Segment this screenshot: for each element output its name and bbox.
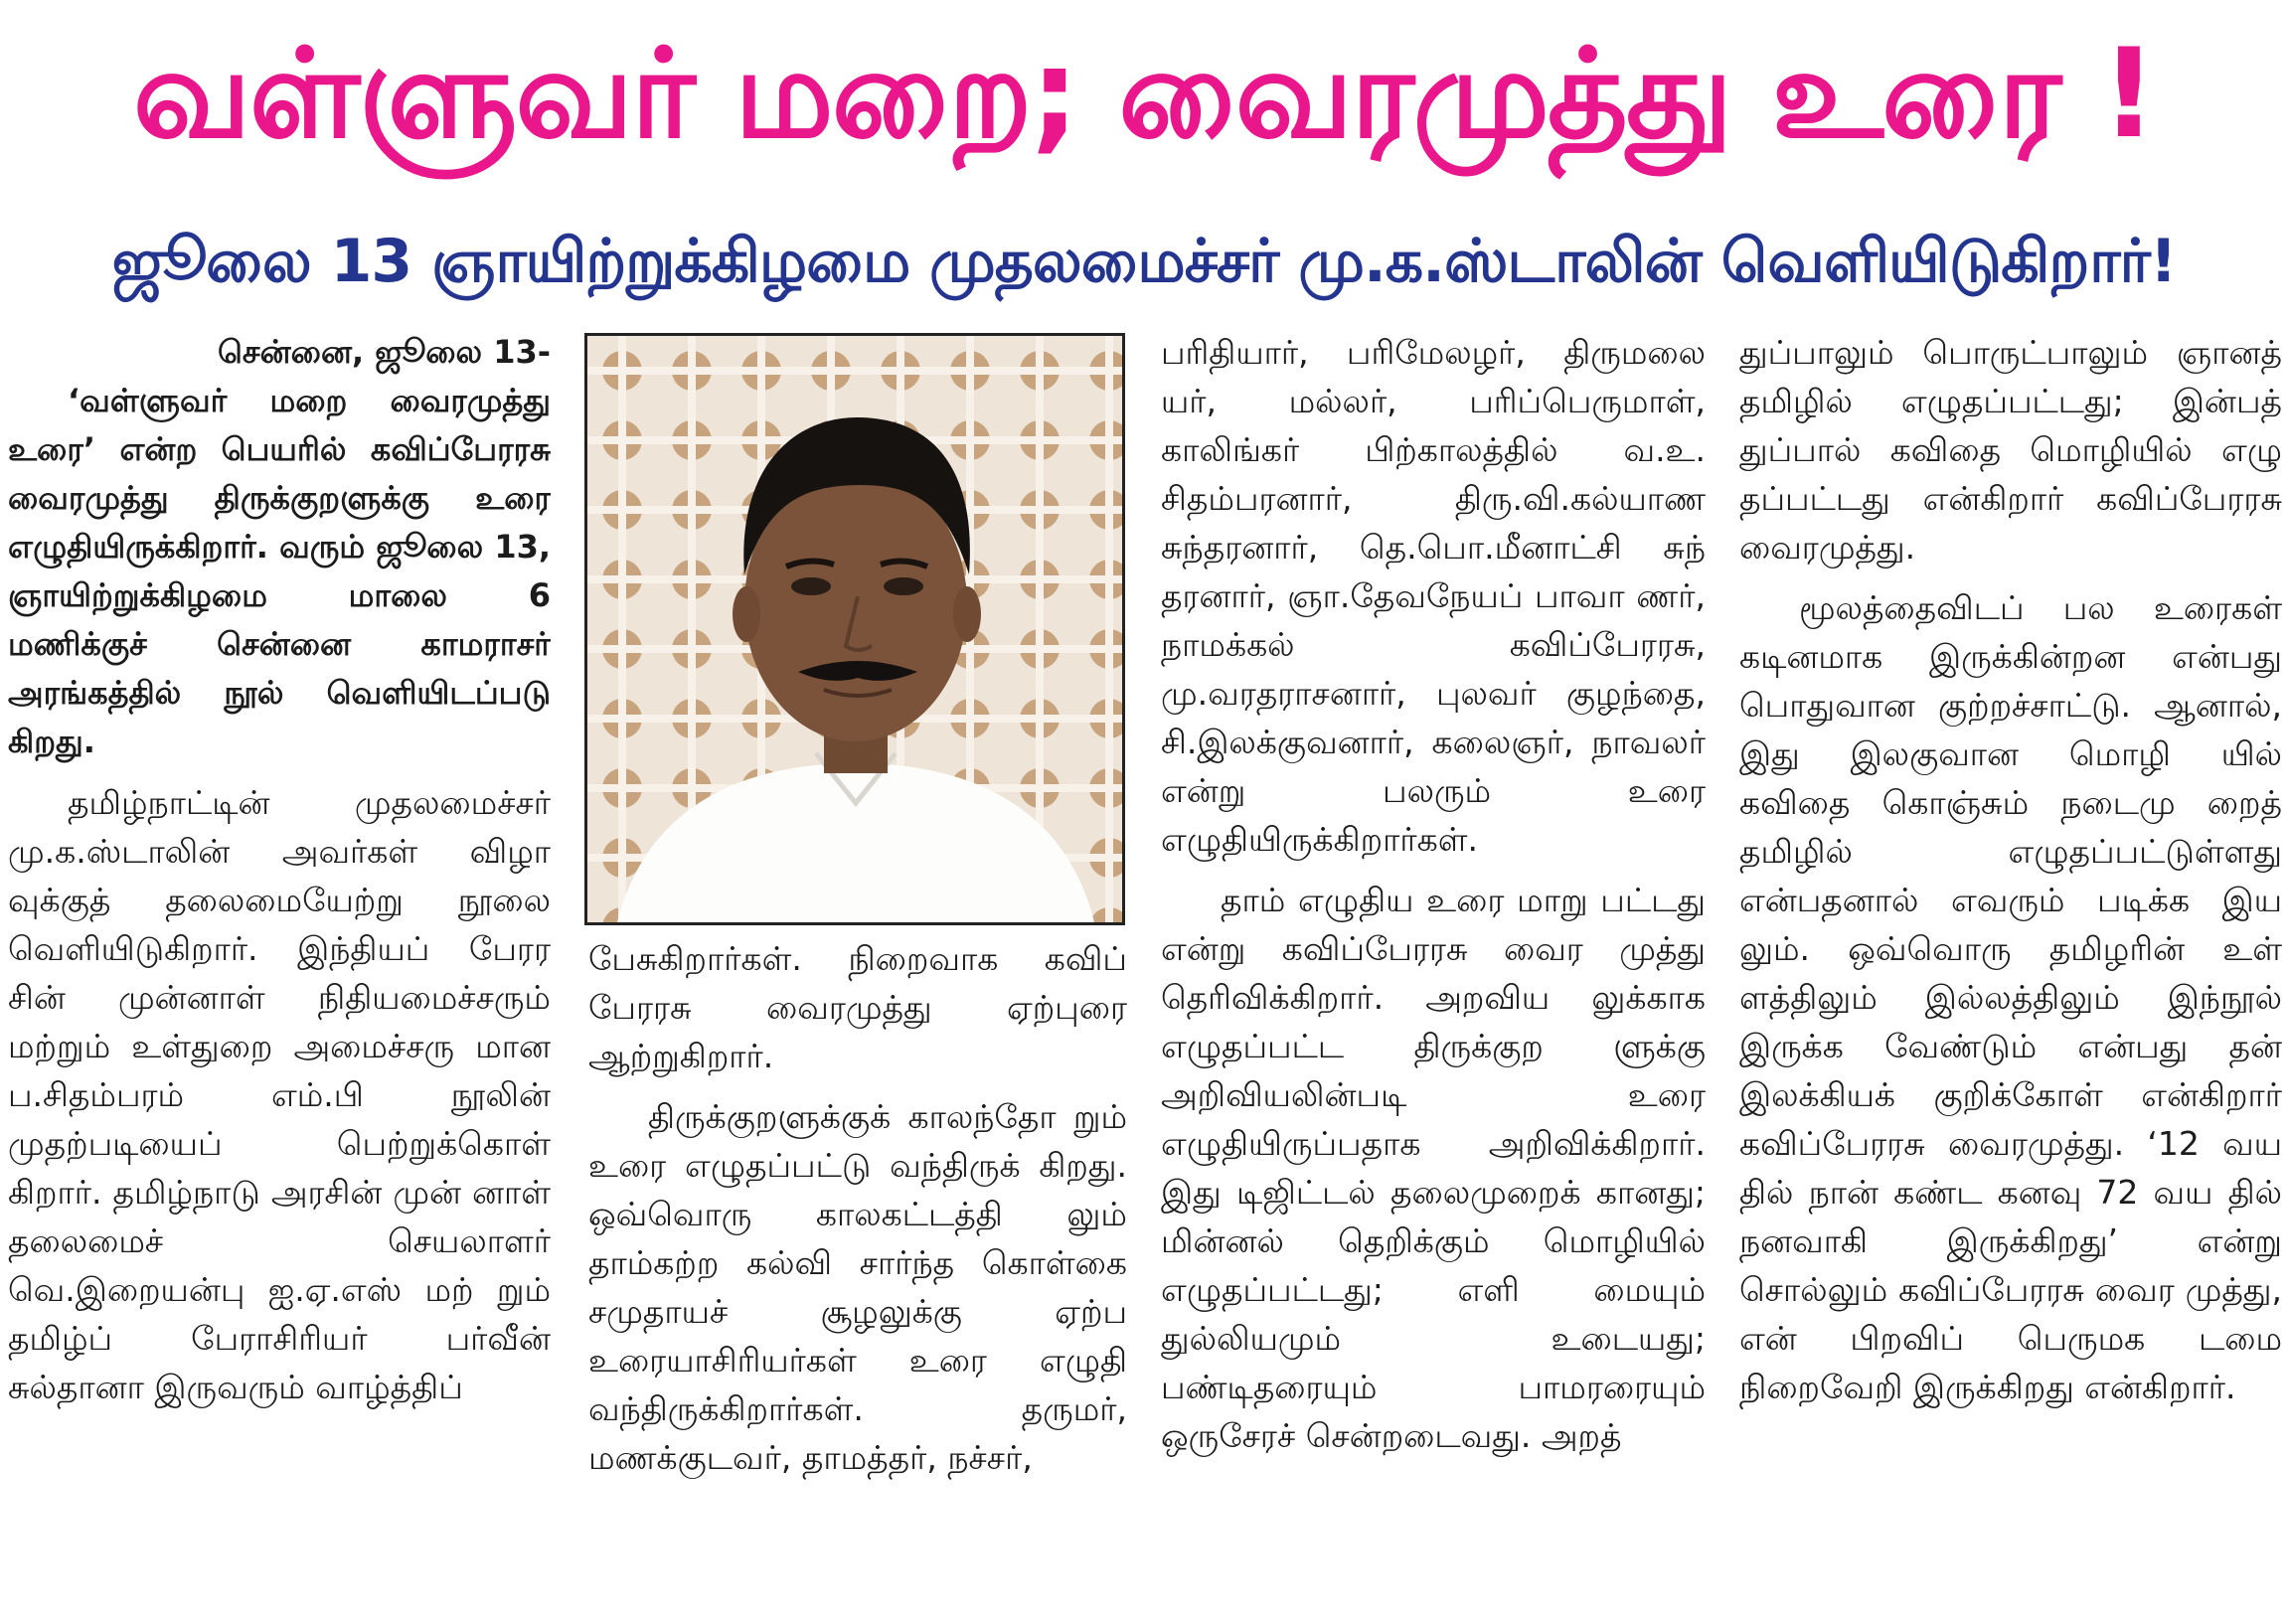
article-column-3: [1161, 328, 1706, 1620]
paragraph: திருக்குறளுக்குக் காலந்தோ றும் உரை எழுதப்பட்டு வந்திருக் கிறது. ஒவ்வொரு காலகட்டத்தி லும் தாம்கற்ற கல்வி சார்ந்த கொள்கை சமுதாயச் சூழலுக்கு ஏற்ப உரையாசிரியர்கள் உரை எழுதி வந்திருக்கிறார்கள். தருமர், மணக்குடவர், தாமத்தர், நச்சர்,: [588, 1097, 1127, 1477]
headline: வள்ளுவர் மறை; வைரமுத்து உரை !: [132, 23, 2156, 166]
paragraph: மூலத்தைவிடப் பல உரைகள் கடினமாக இருக்கின்றன என்பது பொதுவான குற்றச்சாட்டு. ஆனால், இது இலகுவான மொழி யில் கவிதை கொஞ்சும் நடைமு றைத் தமிழில் எழுதப்பட்டுள்ளது என்பதனால் எவரும் படிக்க இய லும். ஒவ்வொரு தமிழரின் உள் ளத்திலும் இல்லத்திலும் இந்நூல் இருக்க வேண்டும் என்பது தன் இலக்கியக் குறிக்கோள் என்கிறார் கவிப்பேரரசு வைரமுத்து. ‘12 வய தில் நான் கண்ட கனவு 72 வய தில் நனவாகி இருக்கிறது’ என்று சொல்லும் கவிப்பேரரசு வைர முத்து, என் பிறவிப் பெருமக டமை நிறைவேறி இருக்கிறது என்கிறார்.: [1739, 588, 2282, 1406]
article-column-1: [8, 328, 551, 1620]
paragraph: பரிதியார், பரிமேலழர், திருமலை யர், மல்லர், பரிப்பெருமாள், காலிங்கர் பிற்காலத்தில் வ.உ. சிதம்பரனார், திரு.வி.கல்யாண சுந்தரனார், தெ.பொ.மீனாட்சி சுந் தரனார், ஞா.தேவநேயப் பாவா ணர், நாமக்கல் கவிப்பேரரசு, மு.வரதராசனார், புலவர் குழந்தை, சி.இலக்குவனார், கலைஞர், நாவலர் என்று பலரும் உரை எழுதியிருக்கிறார்கள்.: [1161, 333, 1706, 859]
paragraph: துப்பாலும் பொருட்பாலும் ஞானத் தமிழில் எழுதப்பட்டது; இன்பத் துப்பால் கவிதை மொழியில் எழு தப்பட்டது என்கிறார் கவிப்பேரரசு வைரமுத்து.: [1739, 333, 2282, 567]
lead-paragraph: ‘வள்ளுவர் மறை வைரமுத்து உரை’ என்ற பெயரில் கவிப்பேரரசு வைரமுத்து திருக்குறளுக்கு உரை எழுதியிருக்கிறார். வரும் ஜூலை 13, ஞாயிற்றுக்கிழமை மாலை 6 மணிக்குச் சென்னை காமராசர் அரங்கத்தில் நூல் வெளியிடப்படு கிறது.: [8, 382, 551, 760]
paragraph: பேசுகிறார்கள். நிறைவாக கவிப் பேரரசு வைரமுத்து ஏற்புரை ஆற்றுகிறார்.: [588, 939, 1127, 1075]
article-column-4: [1739, 328, 2282, 1620]
dateline: சென்னை, ஜூலை 13-: [218, 333, 551, 371]
article-lead: [8, 328, 551, 766]
article-column-2: [588, 934, 1127, 1624]
subheadline: ஜூலை 13 ஞாயிற்றுக்கிழமை முதலமைச்சர் மு.க.ஸ்டாலின் வெளியிடுகிறார்!: [111, 227, 2177, 296]
paragraph: தமிழ்நாட்டின் முதலமைச்சர் மு.க.ஸ்டாலின் அவர்கள் விழா வுக்குத் தலைமையேற்று நூலை வெளியிடுகிறார். இந்தியப் பேரர சின் முன்னாள் நிதியமைச்சரும் மற்றும் உள்துறை அமைச்சரு மான ப.சிதம்பரம் எம்.பி நூலின் முதற்படியைப் பெற்றுக்கொள் கிறார். தமிழ்நாடு அரசின் முன் னாள் தலைமைச் செயலாளர் வெ.இறையன்பு ஐ.ஏ.எஸ் மற் றும் தமிழ்ப் பேராசிரியர் பர்வீன் சுல்தானா இருவரும் வாழ்த்திப்: [8, 783, 551, 1406]
paragraph: தாம் எழுதிய உரை மாறு பட்டது என்று கவிப்பேரரசு வைர முத்து தெரிவிக்கிறார். அறவிய லுக்காக எழுதப்பட்ட திருக்குற ளுக்கு அறிவியலின்படி உரை எழுதியிருப்பதாக அறிவிக்கிறார். இது டிஜிட்டல் தலைமுறைக் கானது; மின்னல் தெறிக்கும் மொழியில் எழுதப்பட்டது; எளி மையும் துல்லியமும் உடையது; பண்டிதரையும் பாமரரையும் ஒருசேரச் சென்றடைவது. அறத்: [1161, 881, 1706, 1455]
portrait-photo: [584, 333, 1125, 925]
